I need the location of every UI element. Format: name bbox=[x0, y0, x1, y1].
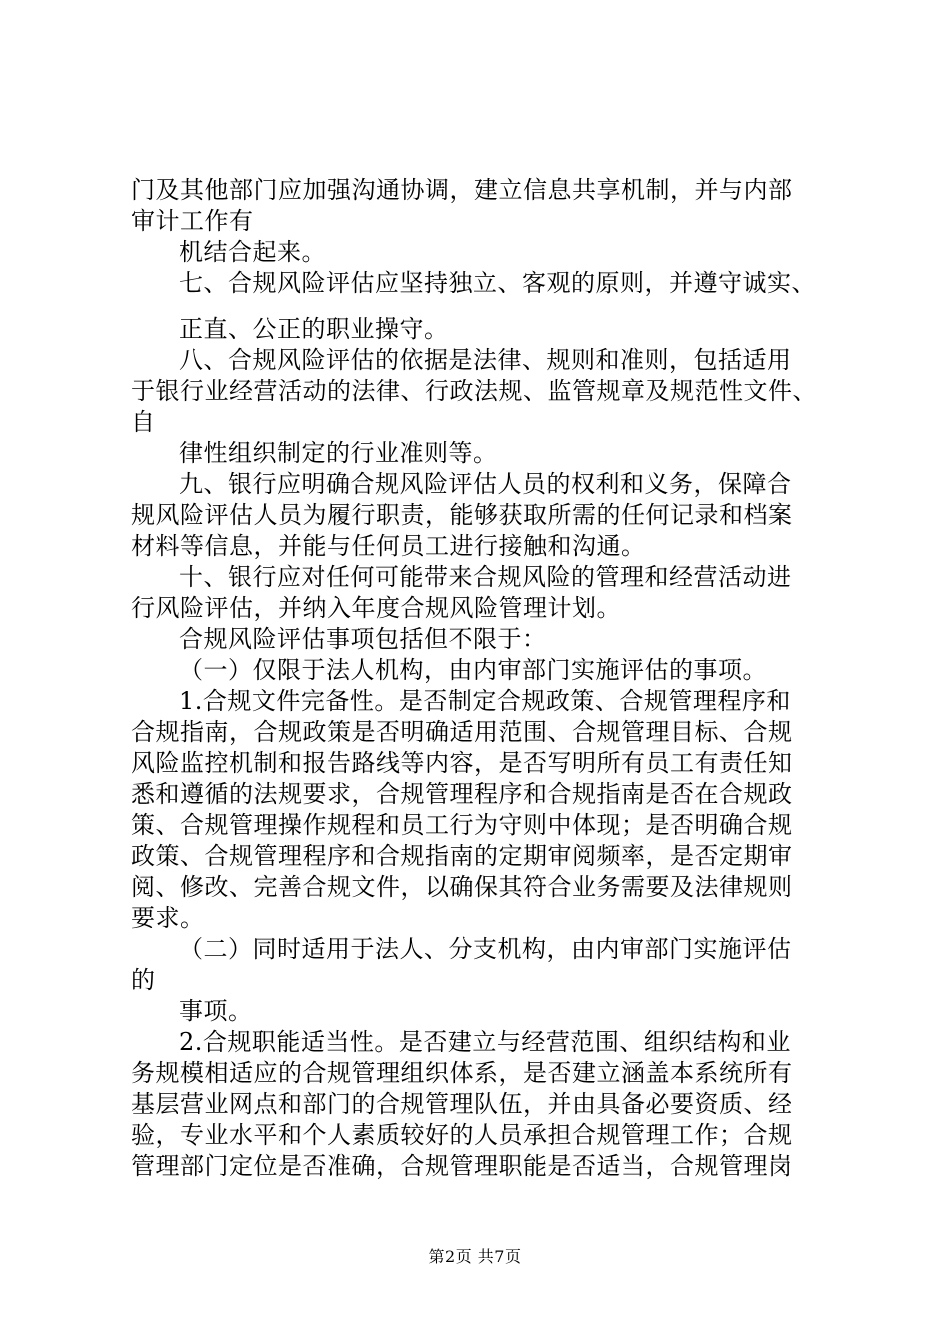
text-line: 基层营业网点和部门的合规管理队伍，并由具备必要资质、经 bbox=[131, 1090, 793, 1118]
text-line: 务规模相适应的合规管理组织体系，是否建立涵盖本系统所有 bbox=[131, 1059, 793, 1087]
text-line: 行风险评估，并纳入年度合规风险管理计划。 bbox=[131, 594, 621, 622]
text-line: 审计工作有 bbox=[131, 207, 254, 235]
page-footer bbox=[0, 1244, 950, 1267]
text-line: 七、合规风险评估应坚持独立、客观的原则，并遵守诚实、 bbox=[179, 269, 816, 297]
text-line: 要求。 bbox=[131, 904, 205, 932]
text-line: 门及其他部门应加强沟通协调，建立信息共享机制，并与内部 bbox=[131, 176, 793, 204]
text-line: 材料等信息，并能与任何员工进行接触和沟通。 bbox=[131, 532, 646, 560]
text-line: 于银行业经营活动的法律、行政法规、监管规章及规范性文件、 bbox=[131, 377, 817, 405]
text-line: 政策、合规管理程序和合规指南的定期审阅频率，是否定期审 bbox=[131, 842, 793, 870]
text-line: 十、银行应对任何可能带来合规风险的管理和经营活动进 bbox=[179, 563, 792, 591]
text-line: 规风险评估人员为履行职责，能够获取所需的任何记录和档案 bbox=[131, 501, 793, 529]
text-line: （二）同时适用于法人、分支机构，由内审部门实施评估 bbox=[179, 935, 792, 963]
text-line: 1.合规文件完备性。是否制定合规政策、合规管理程序和 bbox=[179, 687, 791, 715]
text-line: 的 bbox=[131, 966, 156, 994]
text-line: 验，专业水平和个人素质较好的人员承担合规管理工作；合规 bbox=[131, 1121, 793, 1149]
text-line: 自 bbox=[131, 408, 156, 436]
text-line: 合规指南，合规政策是否明确适用范围、合规管理目标、合规 bbox=[131, 718, 793, 746]
text-line: 正直、公正的职业操守。 bbox=[179, 315, 449, 343]
line-gap bbox=[131, 299, 831, 314]
text-line: 八、合规风险评估的依据是法律、规则和准则，包括适用 bbox=[179, 346, 792, 374]
text-line: 事项。 bbox=[179, 997, 253, 1025]
text-line: 悉和遵循的法规要求，合规管理程序和合规指南是否在合规政 bbox=[131, 780, 793, 808]
text-line: 阅、修改、完善合规文件，以确保其符合业务需要及法律规则 bbox=[131, 873, 793, 901]
page-number-label: 第2页 共7页 bbox=[428, 1247, 522, 1266]
text-line: 律性组织制定的行业准则等。 bbox=[179, 439, 498, 467]
text-line: 策、合规管理操作规程和员工行为守则中体现；是否明确合规 bbox=[131, 811, 793, 839]
text-line: 机结合起来。 bbox=[179, 238, 326, 266]
document-body bbox=[131, 175, 831, 1182]
text-line: 九、银行应明确合规风险评估人员的权利和义务，保障合 bbox=[179, 470, 792, 498]
text-line: 风险监控机制和报告路线等内容，是否写明所有员工有责任知 bbox=[131, 749, 793, 777]
text-line: 合规风险评估事项包括但不限于： bbox=[179, 625, 547, 653]
text-line: 2.合规职能适当性。是否建立与经营范围、组织结构和业 bbox=[179, 1028, 791, 1056]
text-line: （一）仅限于法人机构，由内审部门实施评估的事项。 bbox=[179, 656, 767, 684]
text-line: 管理部门定位是否准确，合规管理职能是否适当，合规管理岗 bbox=[131, 1152, 793, 1180]
